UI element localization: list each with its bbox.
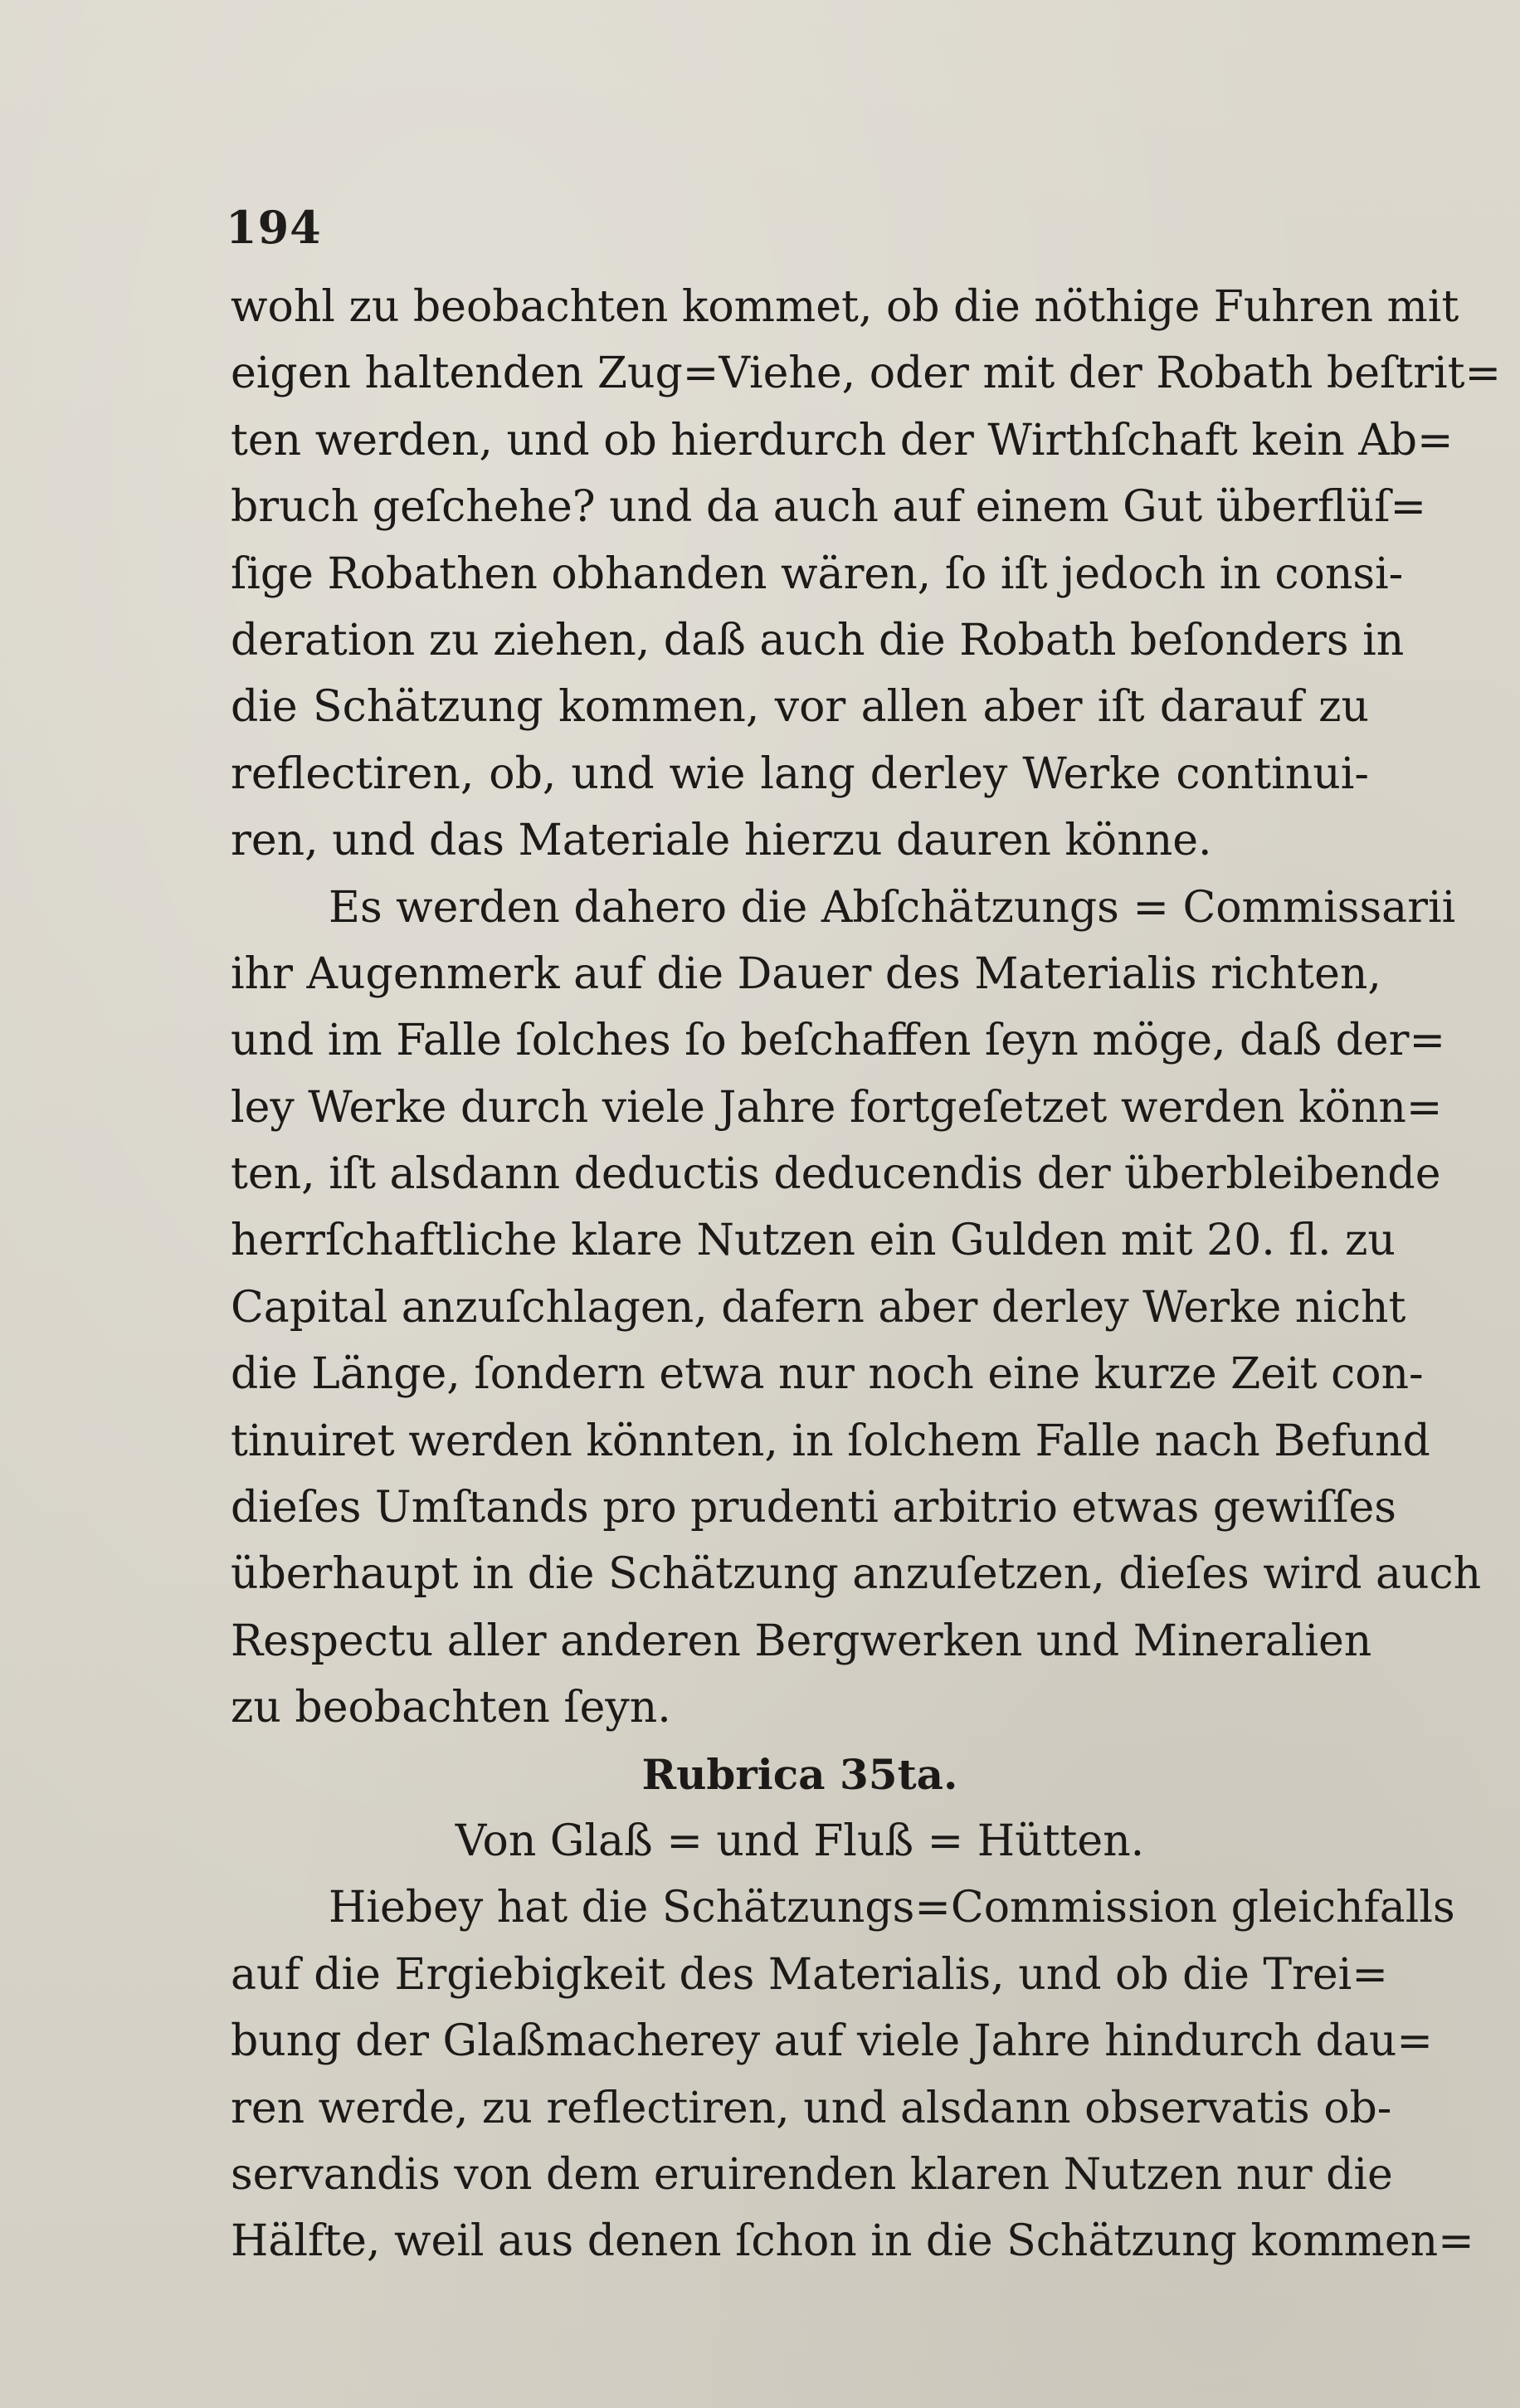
paragraph-1 xyxy=(231,274,1502,875)
text-line: Respectu aller anderen Bergwerken und Mineralien xyxy=(231,1616,1372,1666)
section-heading: Rubrica 35ta. xyxy=(641,1749,958,1799)
text-line: ley Werke durch viele Jahre fortgeſetzet werden könn= xyxy=(231,1082,1443,1133)
text-line: ten werden, und ob hierdurch der Wirthſchaft kein Ab= xyxy=(231,415,1454,466)
text-line: ſige Robathen obhanden wären, ſo iſt jedoch in consi- xyxy=(231,548,1404,599)
text-line: Hälfte, weil aus denen ſchon in die Schätzung kommen= xyxy=(231,2216,1474,2267)
page-number: 194 xyxy=(226,201,322,254)
text-line: Es werden dahero die Abſchätzungs = Commissarii xyxy=(329,882,1456,933)
page-body xyxy=(231,274,1502,2275)
text-line: bruch geſchehe? und da auch auf einem Gut überflüſ= xyxy=(231,482,1427,533)
text-line: tinuiret werden könnten, in ſolchem Falle nach Befund xyxy=(231,1416,1430,1466)
text-line: ren, und das Materiale hierzu dauren könne. xyxy=(231,816,1212,866)
text-line: und im Falle ſolches ſo beſchaffen ſeyn möge, daß der= xyxy=(231,1016,1446,1066)
text-line: Capital anzuſchlagen, dafern aber derley Werke nicht xyxy=(231,1282,1406,1333)
text-line: dieſes Umſtands pro prudenti arbitrio etwas gewiſſes xyxy=(231,1483,1396,1533)
text-line: deration zu ziehen, daß auch die Robath beſonders in xyxy=(231,615,1405,665)
text-line: bung der Glaßmacherey auf viele Jahre hindurch dau= xyxy=(231,2016,1433,2067)
text-line: ren werde, zu reflectiren, und alsdann observatis ob- xyxy=(231,2083,1392,2133)
paragraph-2 xyxy=(231,875,1482,1742)
text-line: zu beobachten ſeyn. xyxy=(231,1683,671,1733)
text-line: Hiebey hat die Schätzungs=Commission gleichfalls xyxy=(329,1883,1455,1933)
paragraph-3 xyxy=(231,1874,1474,2274)
text-line: wohl zu beobachten kommet, ob die nöthige Fuhren mit xyxy=(231,282,1459,332)
text-line: herrſchaftliche klare Nutzen ein Gulden mit 20. fl. zu xyxy=(231,1216,1396,1266)
text-line: reflectiren, ob, und wie lang derley Werke continui- xyxy=(231,748,1369,799)
text-line: ten, iſt alsdann deductis deducendis der überbleibende xyxy=(231,1149,1441,1200)
text-line: überhaupt in die Schätzung anzuſetzen, dieſes wird auch xyxy=(231,1549,1482,1600)
text-line: servandis von dem eruirenden klaren Nutzen nur die xyxy=(231,2149,1393,2200)
text-line: die Schätzung kommen, vor allen aber iſt darauf zu xyxy=(231,682,1369,733)
section-subheading: Von Glaß = und Fluß = Hütten. xyxy=(455,1816,1145,1866)
text-line: auf die Ergiebigkeit des Materialis, und ob die Trei= xyxy=(231,1949,1388,2000)
text-line: ihr Augenmerk auf die Dauer des Materialis richten, xyxy=(231,948,1381,999)
text-line: die Länge, ſondern etwa nur noch eine kurze Zeit con- xyxy=(231,1349,1424,1400)
text-line: eigen haltenden Zug=Viehe, oder mit der Robath beſtrit= xyxy=(231,349,1502,399)
